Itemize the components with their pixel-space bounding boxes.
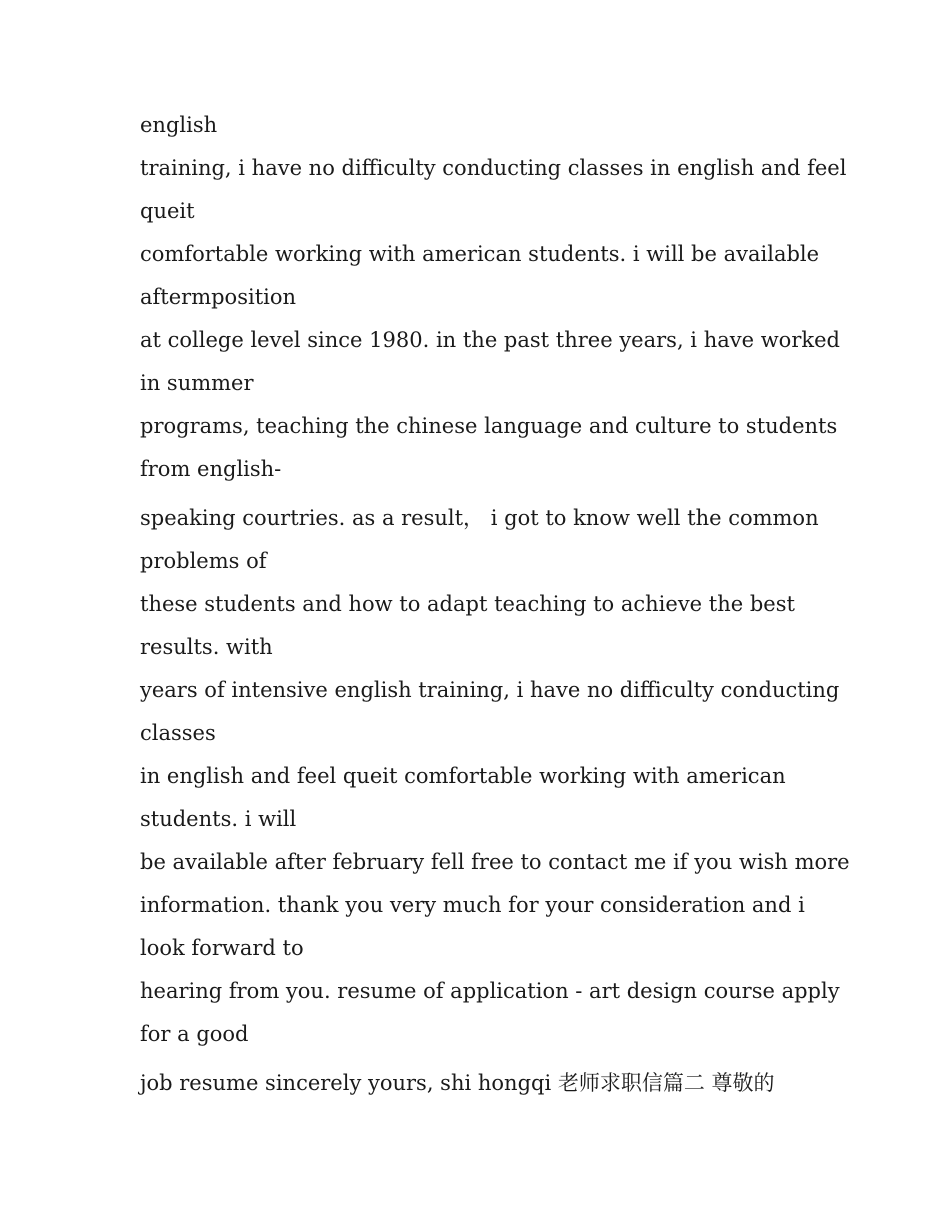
text-line: results. with [140, 635, 273, 659]
text-line: from english- [140, 457, 282, 481]
text-line: information. thank you very much for your consideration and i [140, 893, 805, 917]
text-line: job resume sincerely yours, shi hongqi 老师求职信篇二 尊敬的 [140, 1071, 775, 1095]
text-line: programs, teaching the chinese language and culture to students [140, 414, 838, 438]
text-line: in english and feel queit comfortable working with american [140, 764, 786, 788]
document-body [140, 104, 850, 1105]
text-line: english [140, 113, 218, 137]
text-line: for a good [140, 1022, 249, 1046]
text-line: training, i have no difficulty conducting classes in english and feel [140, 156, 847, 180]
text-line: years of intensive english training, i have no difficulty conducting [140, 678, 840, 702]
text-line: comfortable working with american students. i will be available [140, 242, 820, 266]
text-line: classes [140, 721, 216, 745]
text-line: queit [140, 199, 195, 223]
text-line: in summer [140, 371, 254, 395]
text-line: at college level since 1980. in the past three years, i have worked [140, 328, 840, 352]
text-line: problems of [140, 549, 267, 573]
text-line: these students and how to adapt teaching to achieve the best [140, 592, 795, 616]
text-line: speaking courtries. as a result， i got to know well the common [140, 506, 819, 530]
text-line: be available after february fell free to contact me if you wish more [140, 850, 850, 874]
text-line: hearing from you. resume of application - art design course apply [140, 979, 840, 1003]
text-line: aftermposition [140, 285, 297, 309]
text-line: students. i will [140, 807, 297, 831]
text-line: look forward to [140, 936, 304, 960]
